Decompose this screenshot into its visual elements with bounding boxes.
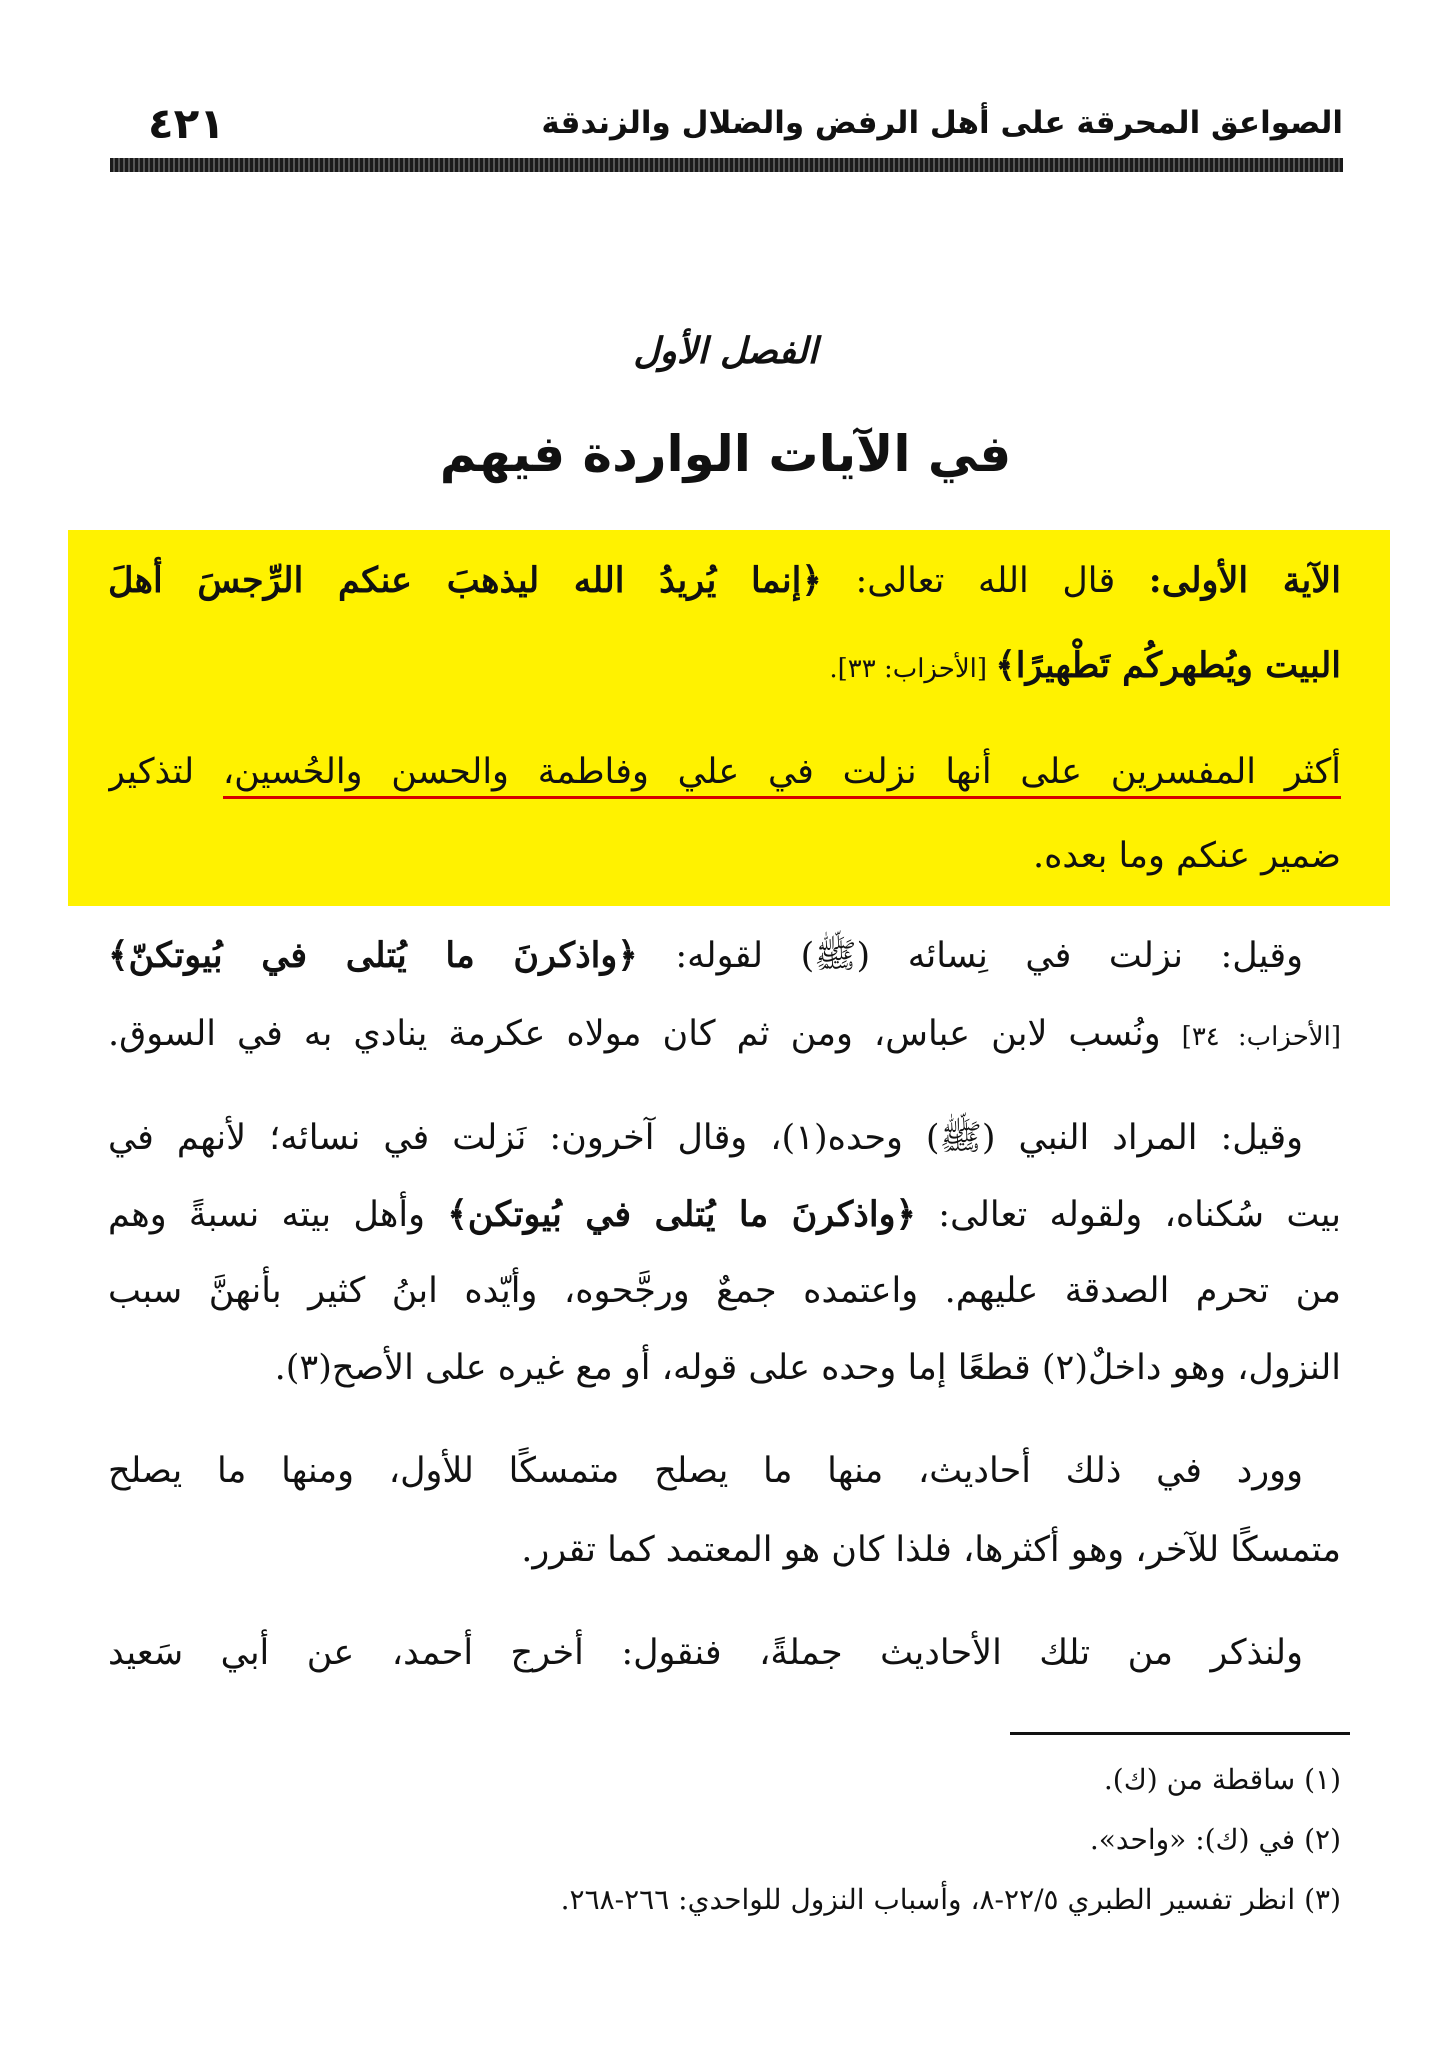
commentary-line-2: ضمير عنكم وما بعده. <box>1032 836 1341 876</box>
paragraph-1-quote: ﴿واذكرنَ ما يُتلى في بُيوتكنّ﴾ <box>108 935 638 976</box>
header-rule <box>110 158 1343 172</box>
footnote-2: (٢) في (ك): «واحد». <box>1089 1823 1341 1856</box>
page-header <box>148 98 1343 148</box>
paragraph-1-text-2: ونُسب لابن عباس، ومن ثم كان مولاه عكرمة ينادي به في السوق. <box>108 1014 1182 1054</box>
page-number: ٤٢١ <box>148 98 225 148</box>
chapter-title: في الآيات الواردة فيهم <box>439 425 1012 483</box>
commentary-rest: لتذكير <box>108 752 223 792</box>
paragraph-2-line-1: وقيل: المراد النبي (ﷺ) وحده(١)، وقال آخرون: نَزلت في نسائه؛ لأنهم في <box>108 1118 1303 1158</box>
paragraph-1-line-2 <box>108 1006 1341 1062</box>
commentary-line-1 <box>108 744 1341 800</box>
paragraph-1-text: وقيل: نزلت في نِسائه (ﷺ) لقوله: <box>637 936 1303 976</box>
footnote-rule <box>1010 1732 1350 1735</box>
verse-quote: ﴿إنما يُريدُ الله ليذهبَ عنكم الرِّجسَ أهلَ <box>108 560 822 601</box>
paragraph-1-line-1 <box>108 928 1303 984</box>
paragraph-1-reference: [الأحزاب: ٣٤] <box>1181 1022 1341 1052</box>
paragraph-4-line-1: ولنذكر من تلك الأحاديث جملةً، فنقول: أخرج أحمد، عن أبي سَعيد <box>108 1633 1303 1673</box>
verse-line-2 <box>108 638 1341 694</box>
chapter-label: الفصل الأول <box>633 330 818 372</box>
running-title: الصواعق المحرقة على أهل الرفض والضلال والزندقة <box>541 105 1343 141</box>
paragraph-2-quote: ﴿واذكرنَ ما يُتلى في بُيوتكن﴾ <box>447 1194 917 1235</box>
verse-reference: [الأحزاب: ٣٣]. <box>829 654 996 684</box>
verse-label: الآية الأولى: <box>1148 560 1341 601</box>
verse-line-1 <box>108 553 1341 609</box>
paragraph-3-line-1: وورد في ذلك أحاديث، منها ما يصلح متمسكًا للأول، ومنها ما يصلح <box>108 1451 1303 1491</box>
paragraph-2-line-4: النزول، وهو داخلٌ(٢) قطعًا إما وحده على قوله، أو مع غيره على الأصح(٣). <box>274 1348 1341 1388</box>
paragraph-2-line-2 <box>108 1187 1341 1243</box>
underlined-phrase: أكثر المفسرين على أنها نزلت في علي وفاطمة والحسن والحُسين، <box>223 752 1341 799</box>
verse-quote-continued: البيت ويُطهركُم تَطْهيرًا﴾ <box>995 645 1341 686</box>
paragraph-3-line-2: متمسكًا للآخر، وهو أكثرها، فلذا كان هو المعتمد كما تقرر. <box>521 1530 1341 1570</box>
footnote-3: (٣) انظر تفسير الطبري ٢٢/٥-٨، وأسباب النزول للواحدي: ٢٦٦-٢٦٨. <box>560 1883 1341 1916</box>
paragraph-2-text-after: وأهل بيته نسبةً وهم <box>108 1195 448 1235</box>
paragraph-2-line-3: من تحرم الصدقة عليهم. واعتمده جمعٌ ورجَّحوه، وأيّده ابنُ كثير بأنهنَّ سبب <box>108 1271 1341 1311</box>
paragraph-2-text-before: بيت سُكناه، ولقوله تعالى: <box>916 1195 1341 1235</box>
footnote-1: (١) ساقطة من (ك). <box>1103 1763 1341 1796</box>
verse-intro: قال الله تعالى: <box>821 561 1149 601</box>
